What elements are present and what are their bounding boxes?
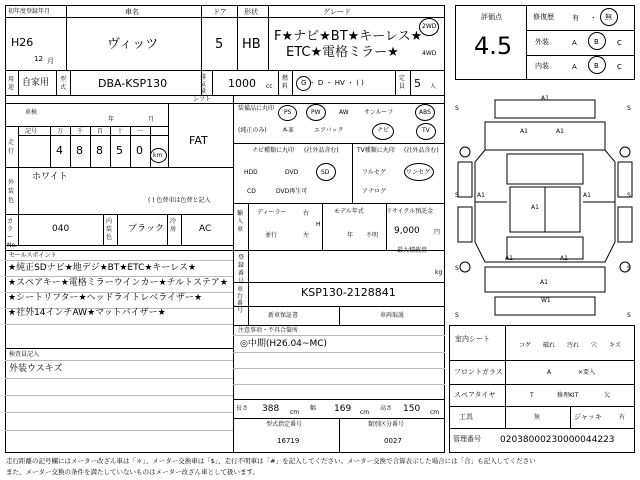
shape-label: 形状	[244, 8, 258, 16]
chassis-value: KSP130-2128841	[301, 286, 396, 299]
divider	[103, 214, 104, 245]
exterior-color: ホワイト	[32, 172, 68, 182]
length-label: 長さ	[236, 405, 249, 412]
divider	[5, 348, 233, 349]
divider	[339, 306, 340, 325]
interior-color-label: 内装色	[106, 218, 113, 241]
divider	[18, 70, 19, 95]
jack-value: 有	[619, 414, 626, 421]
divider	[168, 103, 169, 167]
notes-label: 記号	[25, 128, 38, 135]
import-right: 右	[303, 210, 310, 217]
odometer-unit-label: 百	[97, 128, 104, 135]
divider	[233, 143, 445, 144]
class-no: 0027	[384, 437, 402, 445]
spare-kit: 修理KIT	[557, 392, 579, 399]
length-unit: cm	[290, 409, 300, 416]
svg-text:S: S	[627, 265, 631, 272]
grade-line2: ETC★電格ミラー★	[286, 45, 399, 60]
tv-oneseg: ワンセグ	[406, 169, 431, 176]
equip-pw: PW	[311, 109, 321, 116]
reg-no-label: 登録番号	[238, 254, 245, 285]
sheet-tear: 破れ	[543, 342, 556, 349]
windshield-a: A	[547, 369, 552, 376]
odometer-unit-label: 十	[117, 128, 124, 135]
divider	[233, 282, 445, 283]
displacement: 1000	[228, 77, 256, 90]
nav-cd: CD	[247, 188, 256, 195]
mileage-unit: km	[153, 152, 163, 159]
shift-value: FAT	[189, 134, 208, 147]
ext-grade-label: 外装	[535, 38, 549, 46]
divider	[526, 5, 527, 80]
import-dealer: ディーラー	[257, 209, 287, 216]
inspector-note: 外装ウスキズ	[9, 364, 63, 374]
exterior-label: 外装色	[8, 179, 15, 204]
divider	[5, 214, 233, 215]
model-year-year: 年	[347, 232, 354, 239]
diagram-label-a1-rear-l: A1	[505, 255, 513, 262]
divider	[352, 143, 353, 203]
equip-leather: 本革	[282, 127, 295, 134]
repair-label: 修復歴	[533, 13, 554, 21]
sheet-burn: コゲ	[519, 342, 532, 349]
odometer-digit: 8	[76, 144, 83, 157]
diagram-label-a1-roof: A1	[531, 204, 539, 211]
length: 388	[262, 404, 280, 414]
divider	[5, 95, 445, 96]
max-load-label: 最大積載量	[397, 247, 428, 254]
height-label: 高さ	[380, 405, 393, 412]
odometer-divider	[70, 126, 71, 167]
shift-label: シフト	[193, 96, 212, 103]
doors: 5	[215, 37, 224, 52]
color-no-label: カラーNo.	[7, 218, 17, 249]
grade-line1: F★ナビ★BT★キーレス★	[274, 29, 423, 44]
repair-yes: 有	[572, 14, 579, 22]
int-grade-b: B	[594, 62, 599, 70]
divider	[292, 70, 293, 95]
import-left: 左	[303, 232, 310, 239]
equipment-sub: (純正のみ)	[238, 127, 267, 134]
divider	[117, 214, 118, 245]
divider	[5, 17, 445, 18]
divider	[237, 5, 238, 70]
grade-label: グレード	[323, 8, 351, 16]
diagram-label-a1-bumper-l: A1	[520, 128, 528, 135]
first-reg-label: 初年度登録年月	[8, 8, 51, 15]
width-unit: cm	[360, 409, 370, 416]
capacity-label: 定員	[399, 75, 406, 90]
mgmt-value: 02038000230000044223	[500, 435, 615, 445]
divider	[449, 428, 635, 429]
divider	[212, 70, 213, 95]
divider	[18, 135, 168, 136]
import-label: 輸入車	[237, 210, 244, 233]
odometer-digit: 5	[116, 144, 123, 157]
car-damage-diagram	[455, 92, 635, 327]
odometer-digit: 4	[56, 144, 63, 157]
shape: HB	[242, 37, 261, 52]
equip-navi: ナビ	[377, 127, 390, 134]
class-no-label: 類別区分番号	[368, 421, 405, 428]
divider	[5, 245, 233, 246]
diagram-label-w1: W1	[541, 297, 551, 304]
diagram-label-a1-side-r: A1	[583, 192, 591, 199]
chassis-label: 車台番号	[237, 286, 244, 314]
divider	[505, 325, 506, 428]
inspection-month: 月	[148, 116, 155, 123]
notes-text: ◎中期(H26.04~MC)	[240, 339, 327, 349]
model-year-unknown: 不明	[366, 232, 379, 239]
divider	[18, 214, 19, 245]
tools-label: 工具	[459, 413, 473, 421]
recycle-unit: 円	[434, 229, 441, 236]
divider	[278, 70, 279, 95]
divider	[248, 250, 249, 325]
int-grade-c: C	[617, 63, 622, 71]
tv-fullseg: フルセグ	[362, 169, 386, 176]
diagram-label-a1-side-l: A1	[477, 192, 485, 199]
equip-airbag: エアバック	[314, 127, 344, 134]
score-label: 評価点	[481, 13, 502, 21]
nav-dvd: DVD	[285, 169, 299, 176]
divider	[570, 406, 571, 428]
import-parallel: 並行	[265, 232, 278, 239]
footer-line1: 走行距離の記号欄にはメーター改ざん車は「＊」、メーター交換車は「$」、走行不明車は「#」を記入してください。メーター交換で合算表示した場合には「合」も記入してください	[6, 457, 536, 465]
divider	[395, 70, 396, 95]
divider	[66, 5, 67, 70]
odometer-digit: 0	[136, 144, 143, 157]
ext-grade-c: C	[617, 39, 622, 47]
tv-analog: アナログ	[362, 188, 387, 195]
mileage-label: 走行	[8, 139, 15, 155]
odometer-unit-label: 一	[137, 128, 144, 135]
recycle-label: リサイクル預託金	[386, 208, 434, 215]
equip-abs: ABS	[419, 109, 431, 116]
tools-value: 無	[534, 414, 541, 421]
divider	[526, 55, 635, 56]
divider	[233, 325, 445, 326]
car-name: ヴィッツ	[107, 37, 159, 52]
nav-type-label: ナビ種類に丸印	[252, 147, 295, 154]
windshield-label: フロントガラス	[454, 368, 503, 376]
drive-4wd: 4WD	[422, 50, 437, 57]
inspection-year: 年	[108, 116, 115, 123]
divider	[410, 70, 411, 95]
divider	[339, 418, 340, 453]
int-grade-label: 内装	[535, 62, 549, 70]
divider	[5, 70, 445, 71]
spare-label: スペアタイヤ	[454, 391, 496, 399]
inspector-label: 検査員記入	[9, 351, 40, 358]
svg-text:S: S	[455, 312, 459, 319]
diagram-label-a1-bumper-r: A1	[556, 128, 564, 135]
equip-tv: TV	[422, 127, 430, 134]
nav-type-sub: (社外品含む)	[304, 147, 339, 154]
condition-table	[449, 325, 635, 453]
odometer-divider	[130, 126, 131, 167]
max-load-unit: kg	[435, 269, 443, 276]
divider	[50, 126, 51, 167]
displacement-label: 排気量	[200, 74, 207, 95]
tv-type-label: TV種類に丸印	[357, 147, 395, 154]
nav-dvd-play: DVD再生可	[276, 188, 308, 195]
divider	[70, 70, 71, 95]
divider	[322, 203, 323, 250]
divider	[233, 103, 445, 104]
svg-text:S: S	[455, 192, 459, 199]
diagram-label-a1-rear: A1	[540, 279, 548, 286]
equip-sunroof: サンルーフ	[364, 109, 394, 116]
score-value: 4.5	[474, 32, 513, 60]
divider	[449, 384, 635, 385]
height: 150	[403, 404, 421, 414]
divider	[248, 203, 249, 250]
use: 自家用	[22, 78, 50, 88]
repair-no: 無	[605, 13, 612, 21]
interior-color: ブラック	[128, 224, 164, 234]
sales-point-4: ★社外14インチAW★マットバイザー★	[8, 308, 166, 318]
divider	[18, 167, 19, 214]
divider	[233, 203, 445, 204]
svg-text:S: S	[455, 265, 459, 272]
divider	[5, 250, 233, 251]
odometer-divider	[90, 126, 91, 167]
svg-text:S: S	[627, 312, 631, 319]
sales-point-1: ★純正SDナビ★地デジ★BT★ETC★キーレス★	[8, 263, 197, 273]
inspection-label: 車検	[25, 109, 38, 116]
width-label: 幅	[310, 405, 317, 412]
fuel-label: 燃料	[282, 75, 289, 90]
use-label: 用途	[8, 76, 15, 91]
first-reg-year: H26	[11, 36, 34, 49]
footer-line2: また、メーター交換の条件を満たしていないものはメーター改ざん車として扱います。	[6, 468, 259, 476]
capacity: 5	[414, 77, 421, 90]
windshield-replace: ×要入	[578, 369, 596, 376]
equip-aw: AW	[339, 109, 349, 116]
divider	[526, 30, 635, 31]
sales-points-label: セールスポイント	[9, 252, 57, 259]
svg-text:S: S	[627, 105, 631, 112]
odometer-divider	[150, 126, 151, 167]
odometer-digit: 8	[96, 144, 103, 157]
spare-t: T	[530, 392, 534, 399]
model-year-label: モデル年式	[334, 208, 364, 215]
height-unit: cm	[430, 409, 440, 416]
color-no: 040	[52, 224, 70, 234]
nav-hdd: HDD	[244, 169, 258, 176]
notes-label: 注意事項・不具合箇所	[238, 327, 299, 334]
sales-point-3: ★シートリフター★ヘッドライトレベライザー★	[8, 293, 203, 303]
import-h: H	[316, 221, 321, 228]
divider	[5, 126, 168, 127]
diagram-label-a1-front: A1	[541, 95, 549, 102]
equip-ps: PS	[284, 109, 292, 116]
spare-none: 欠	[604, 392, 611, 399]
diagram-label-a1-rear-r: A1	[560, 255, 568, 262]
ac-label: 冷房	[170, 218, 177, 233]
divider	[18, 126, 19, 167]
divider	[268, 5, 269, 70]
ext-grade-a: A	[572, 39, 577, 47]
type-no: 16719	[277, 437, 300, 445]
int-grade-a: A	[572, 63, 577, 71]
door-label: ドア	[213, 8, 227, 16]
svg-text:S: S	[455, 105, 459, 112]
recycle-value: 9,000	[394, 226, 420, 236]
divider	[181, 214, 182, 245]
capacity-unit: 人	[430, 83, 437, 90]
nav-sd: SD	[321, 169, 330, 176]
odometer-unit-label: 万	[57, 128, 64, 135]
divider	[449, 406, 635, 407]
type-no-label: 型式指定番号	[266, 421, 303, 428]
mgmt-label: 管理番号	[453, 435, 481, 443]
divider	[449, 360, 635, 361]
first-reg-month: 12	[34, 55, 43, 63]
odometer-divider	[110, 126, 111, 167]
car-name-label: 車名	[125, 8, 139, 16]
odometer-unit-label: 千	[77, 128, 84, 135]
divider	[56, 70, 57, 95]
divider	[5, 167, 233, 168]
width: 169	[334, 404, 352, 414]
tv-type-sub: (社外品含む)	[404, 147, 439, 154]
sheet-frame-left	[5, 5, 445, 453]
fuel-options: G ・ D ・ HV ・ ( )	[301, 79, 364, 87]
model-label: 型式	[60, 76, 67, 91]
warranty-new: 新車保証書	[268, 312, 299, 319]
interior-sheet-label: 室内シート	[455, 335, 490, 343]
sheet-scratch: キズ	[609, 342, 621, 349]
sheet-dirt: 汚れ	[567, 342, 580, 349]
warranty-manual: 車両取説	[380, 312, 405, 319]
exterior-note: ( ) 色替車は色替と記入	[148, 197, 211, 204]
drive-2wd: 2WD	[422, 23, 437, 30]
month-unit: 月	[47, 57, 54, 65]
ac: AC	[199, 224, 212, 234]
ext-grade-b: B	[594, 38, 599, 46]
model: DBA-KSP130	[98, 77, 168, 90]
svg-text:S: S	[627, 192, 631, 199]
jack-label: ジャッキ	[574, 413, 602, 421]
sheet-hole: 穴	[591, 342, 598, 349]
equipment-label: 装備品に丸印	[238, 105, 275, 112]
divider	[5, 103, 233, 104]
sales-point-2: ★スペアキー★電格ミラーウインカー★チルトステア★	[8, 278, 228, 288]
cc-unit: cc	[266, 83, 273, 90]
divider	[233, 399, 445, 400]
divider	[167, 214, 168, 245]
